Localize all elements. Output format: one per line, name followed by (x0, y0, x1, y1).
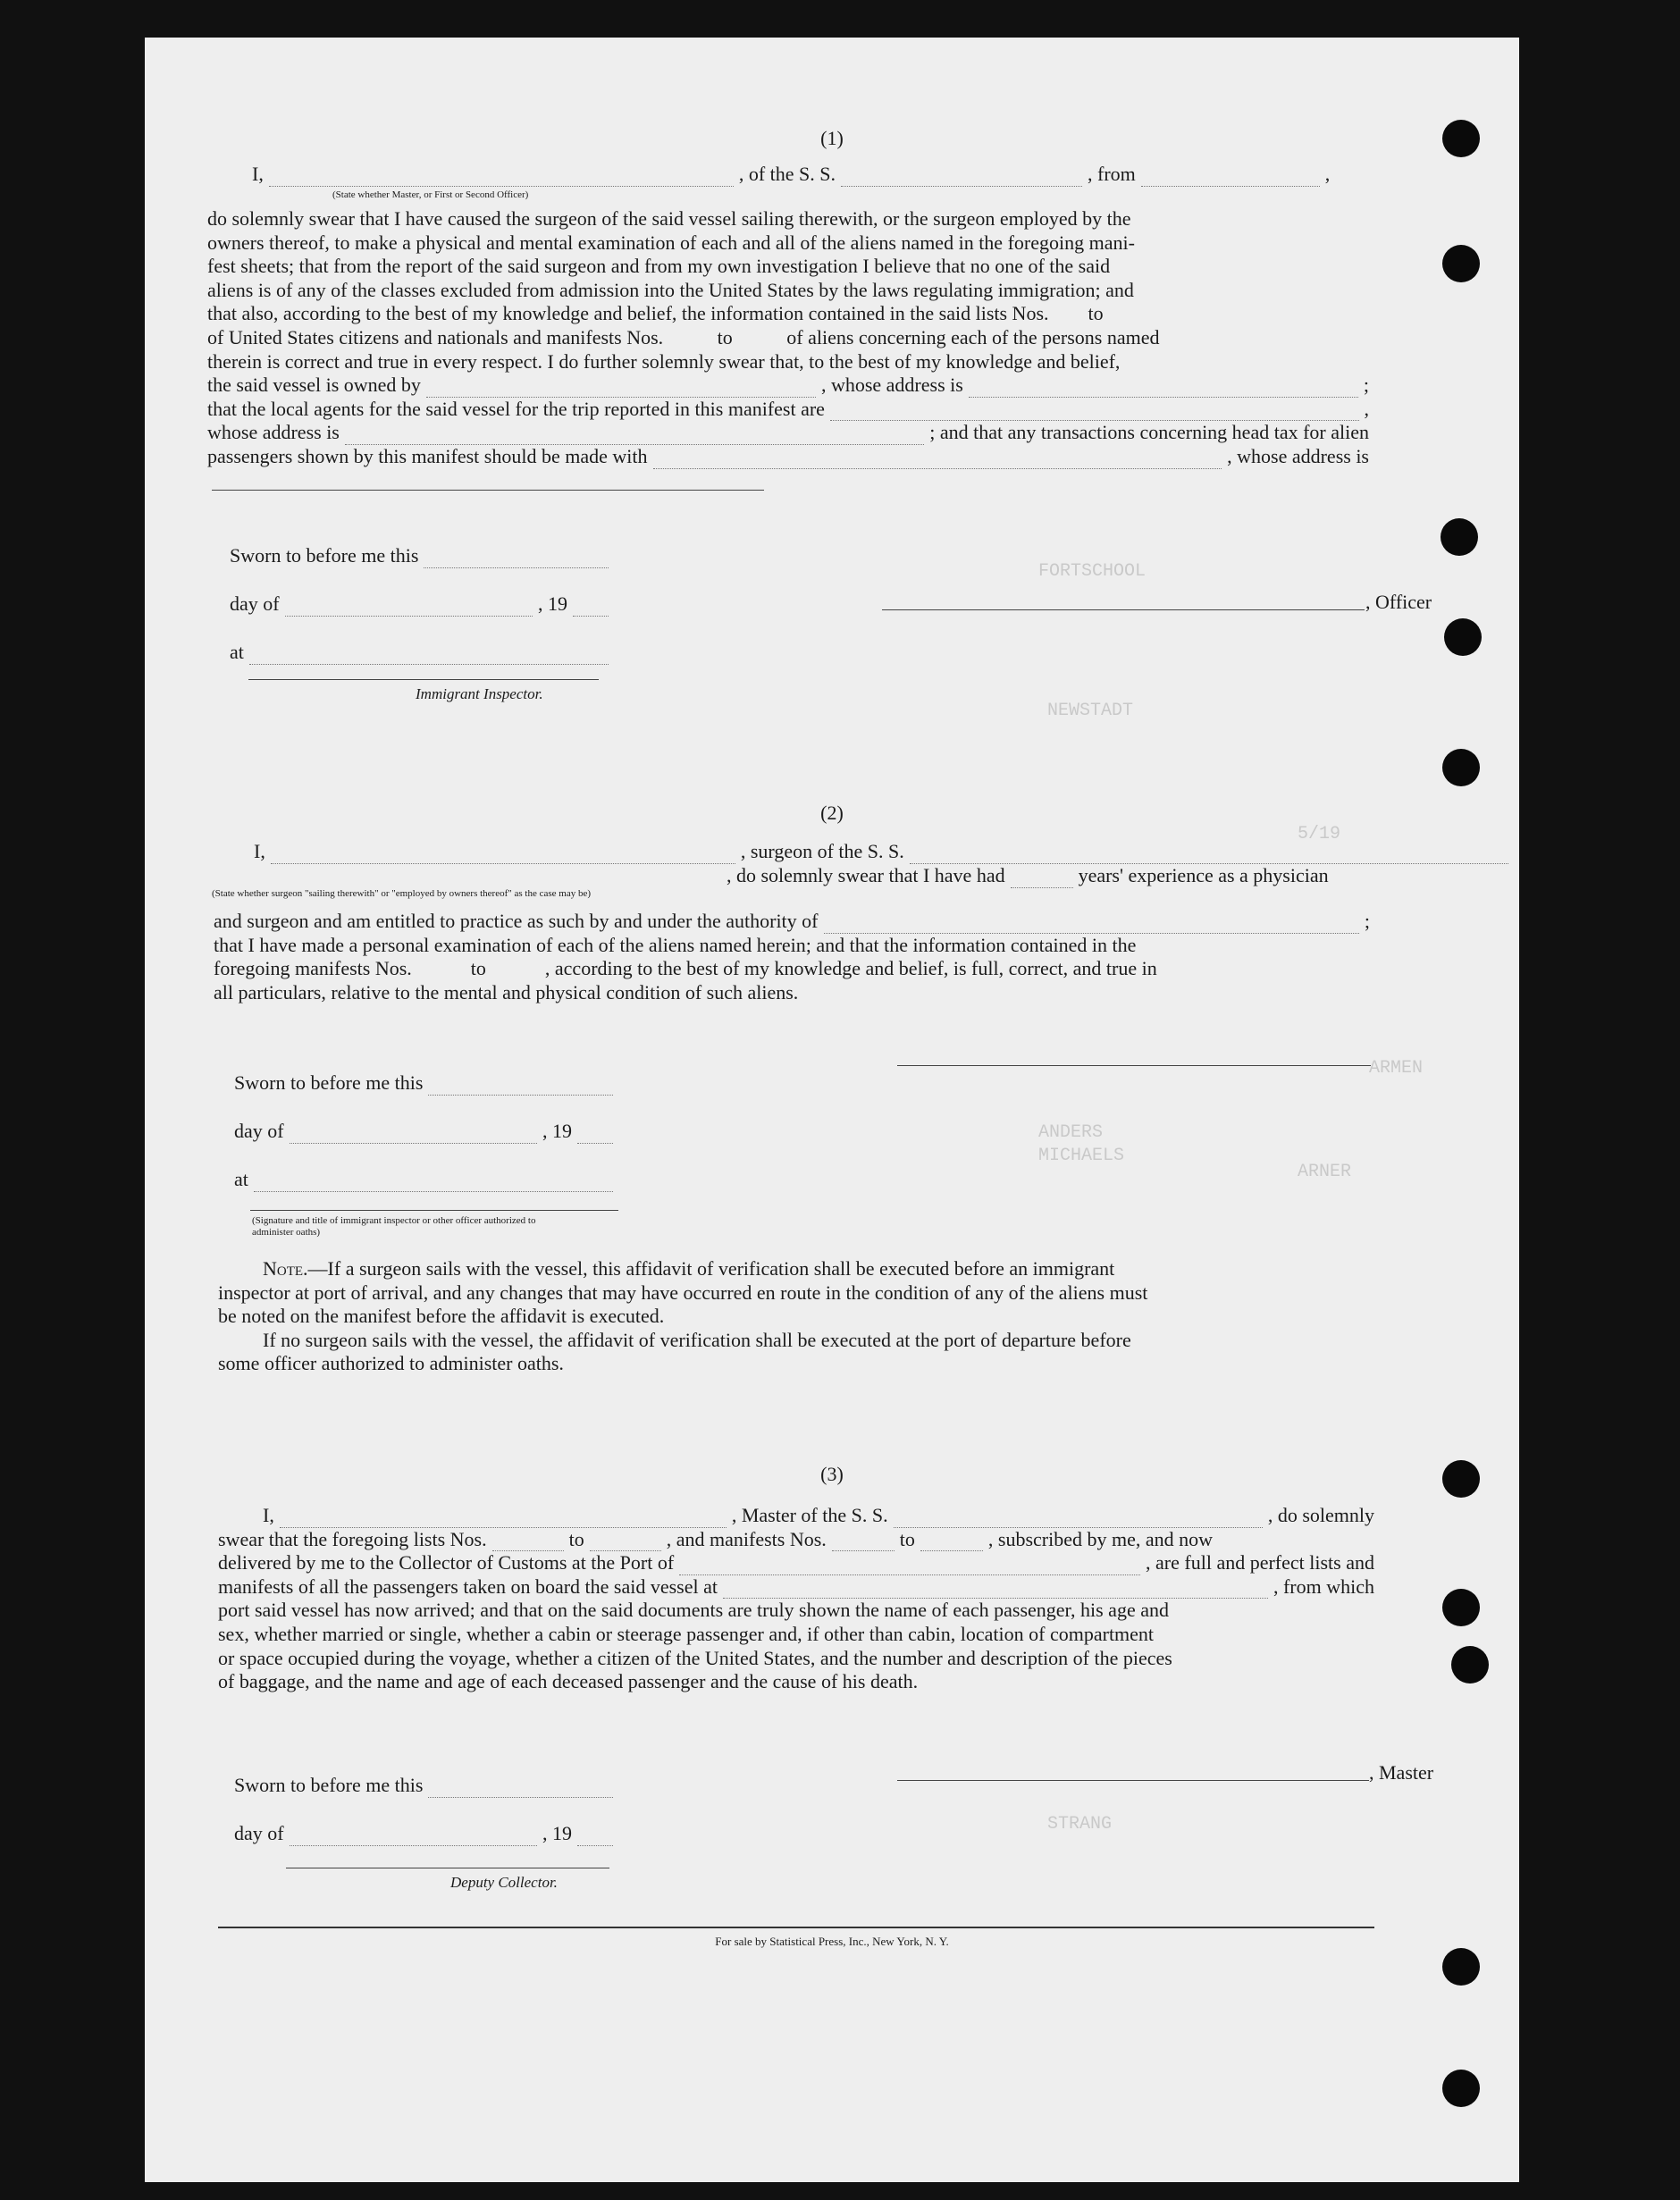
punch-hole-icon (1451, 1646, 1489, 1684)
year-2[interactable] (577, 1127, 613, 1144)
ghost-text: FORTSCHOOL (1038, 561, 1147, 582)
manifests-to-field[interactable] (920, 1534, 983, 1551)
punch-hole-icon (1442, 1948, 1480, 1986)
punch-hole-icon (1442, 1589, 1480, 1626)
section-3-jurat: Sworn to before me this day of , 19 (234, 1750, 618, 1846)
punch-hole-icon (1442, 2070, 1480, 2107)
ghost-text: STRANG (1047, 1814, 1113, 1835)
deputy-collector-caption: Deputy Collector. (450, 1874, 558, 1891)
printer-footer: For sale by Statistical Press, Inc., New York, N. Y. (715, 1935, 949, 1948)
from-port-field[interactable] (1141, 170, 1320, 187)
officer-caption: , Officer (1365, 591, 1432, 613)
section-1-jurat: Sworn to before me this day of , 19 at (230, 520, 614, 665)
ghost-text: ARMEN (1369, 1058, 1424, 1079)
signature-title-caption: (Signature and title of immigrant inspector or other officer authorized to administer oaths) (252, 1215, 536, 1238)
at-place-2[interactable] (254, 1175, 613, 1192)
ghost-text: ARNER (1298, 1162, 1352, 1182)
footer-rule (218, 1927, 1374, 1928)
punch-hole-icon (1442, 1460, 1480, 1498)
authority-field[interactable] (824, 917, 1359, 934)
inspector-signature-line-2[interactable] (250, 1210, 618, 1211)
sworn-date-3[interactable] (428, 1781, 613, 1798)
boarded-at-field[interactable] (723, 1582, 1268, 1599)
surgeon-ship-field[interactable] (910, 847, 1508, 864)
officer-signature-line[interactable] (882, 609, 1365, 610)
year-3[interactable] (577, 1829, 613, 1846)
inspector-signature-line-1[interactable] (248, 679, 599, 680)
day-of-1[interactable] (285, 600, 533, 617)
punch-hole-icon (1442, 749, 1480, 786)
section-1-body: do solemnly swear that I have caused the surgeon of the said vessel sailing therewith, or the surgeon employed by the owners thereof, to make a physical and mental examination of each and all of the aliens named in the foregoing mani- fest sheets; that from the report of the said surgeon and from my own investigation I believe that no one of the said aliens is of any of the classes excluded from admission into the United States by the laws regulating immigration; and that also, according to the best of my knowledge and belief, the information contained in the said lists Nos. to of United States citizens and nationals and manifests Nos. to of aliens concerning each of the persons named therein is correct and true in every respect. I do further solemnly swear that, to the best of my knowledge and belief, the said vessel is owned by , whose address is ; that the local agents for the said vessel for the trip reported in this manifest are , whose address is ; and that any transactions concerning head tax for alien passengers shown by this manifest should be made with , whose address is (207, 207, 1369, 467)
master-ship-field[interactable] (894, 1511, 1263, 1528)
manifests-from-field[interactable] (832, 1534, 895, 1551)
officer-rank-caption: (State whether Master, or First or Second Officer) (332, 189, 529, 200)
local-agents-field[interactable] (830, 404, 1359, 421)
immigrant-inspector-caption: Immigrant Inspector. (416, 685, 543, 702)
at-place-1[interactable] (249, 648, 609, 665)
section-3-number: (3) (820, 1463, 844, 1485)
lists-from-field[interactable] (492, 1534, 564, 1551)
note-block: Note. —If a surgeon sails with the vessel, this affidavit of verification shall be executed before an immigrant inspector at port of arrival, and any changes that may have occurred en route in the condition of any of the aliens must be noted on the manifest before the affidavit is executed. If no surgeon sails with the vessel, the affidavit of verification shall be executed at the port of departure before some officer authorized to administer oaths. (218, 1257, 1148, 1375)
section-3-body: I, , Master of the S. S. , do solemnly swear that the foregoing lists Nos. to , and manifests Nos. to , subscribed by me, and now delivered by me to the Collector of Customs at the Port of , are full and perfect lists and manifests of all the passengers taken on board the said vessel at , from which port said vessel has now arrived; and that on the said documents are truly shown the name of each passenger, his age and sex, whether married or single, whether a cabin or steerage passenger and, if other than cabin, location of compartment or space occupied during the voyage, whether a citizen of the United States, and the number and description of the pieces of baggage, and the name and age of each deceased passenger and the cause of his death. (218, 1504, 1374, 1693)
ghost-text: ANDERS (1038, 1122, 1104, 1143)
surgeon-signature-line[interactable] (897, 1065, 1371, 1066)
section-2-jurat: Sworn to before me this day of , 19 at (234, 1047, 618, 1192)
ghost-text: NEWSTADT (1047, 701, 1134, 721)
owner-address-field[interactable] (969, 381, 1358, 398)
master-name-field[interactable] (280, 1511, 727, 1528)
master-caption: , Master (1369, 1761, 1434, 1784)
lists-to-field[interactable] (590, 1534, 661, 1551)
section-2-number: (2) (820, 802, 844, 824)
punch-hole-icon (1444, 618, 1482, 656)
manifest-affidavit-page (145, 38, 1519, 2182)
sworn-date-2[interactable] (428, 1079, 613, 1096)
surgeon-name-field[interactable] (271, 847, 735, 864)
day-of-3[interactable] (290, 1829, 537, 1846)
note-label: Note. (263, 1257, 308, 1280)
punch-hole-icon (1441, 518, 1478, 556)
ghost-text: MICHAELS (1038, 1146, 1125, 1166)
section-1-number: (1) (820, 127, 844, 149)
agents-address-field[interactable] (345, 428, 924, 445)
head-tax-address-line[interactable] (212, 490, 764, 491)
section-2-body: and surgeon and am entitled to practice as such by and under the authority of ; that I have made a personal examination of each of the aliens named herein; and that the information contained in the foregoing manifests Nos. to , according to the best of my knowledge and belief, is full, correct, and true in all particulars, relative to the mental and physical condition of such aliens. (214, 910, 1370, 1003)
owner-field[interactable] (426, 381, 816, 398)
head-tax-party-field[interactable] (653, 452, 1222, 469)
section-2-line-2: , do solemnly swear that I have had years' experience as a physician (212, 864, 1515, 888)
ghost-text: 5/19 (1298, 824, 1341, 844)
sworn-date-1[interactable] (424, 551, 609, 568)
port-of-field[interactable] (679, 1558, 1140, 1575)
section-2-line-1: I, , surgeon of the S. S. (254, 840, 1514, 864)
officer-rank-field[interactable] (269, 170, 734, 187)
punch-hole-icon (1442, 245, 1480, 282)
day-of-2[interactable] (290, 1127, 537, 1144)
master-signature-line[interactable] (897, 1780, 1369, 1781)
surgeon-caption: (State whether surgeon "sailing therewith" or "employed by owners thereof" as the case may be) (212, 888, 592, 899)
section-1-line-1: I, , of the S. S. , from , (252, 163, 1331, 185)
punch-hole-icon (1442, 120, 1480, 157)
ship-name-field[interactable] (841, 170, 1082, 187)
spacer (212, 872, 721, 888)
years-experience-field[interactable] (1011, 871, 1073, 888)
year-1[interactable] (573, 600, 609, 617)
